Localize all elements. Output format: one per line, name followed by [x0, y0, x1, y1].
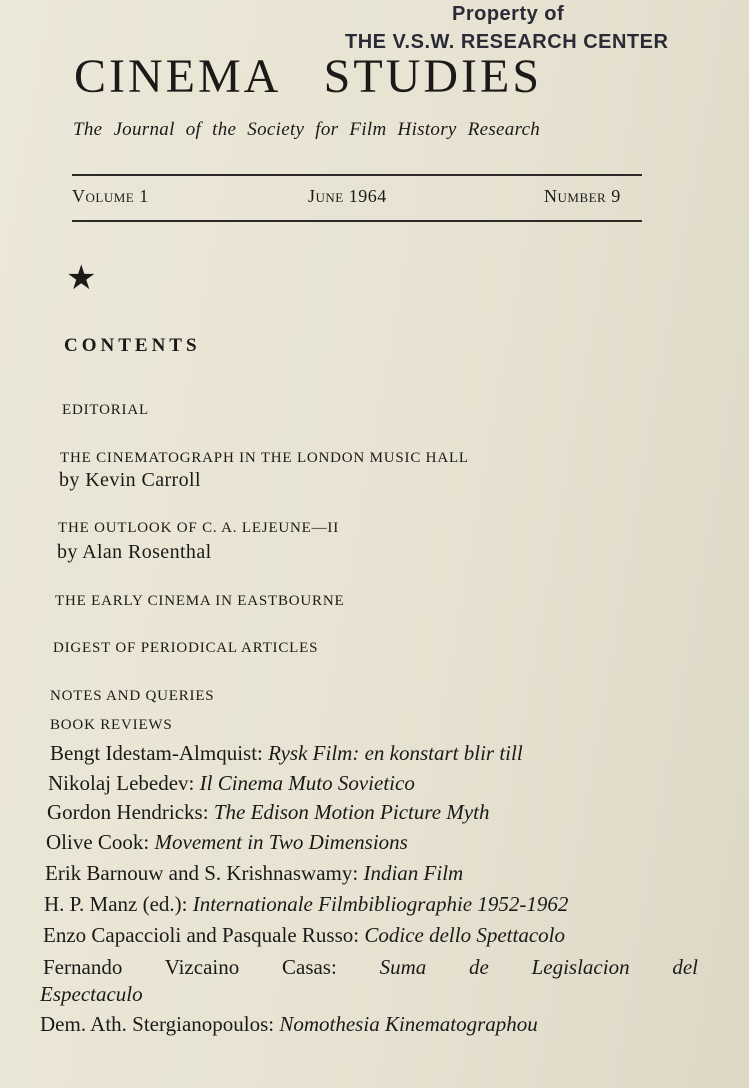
review-item [44, 892, 568, 917]
review-work: Movement in Two Dimensions [154, 830, 408, 854]
review-author: Gordon Hendricks: [47, 800, 214, 824]
review-work-continuation: Espectaculo [40, 982, 143, 1006]
contents-item-article2-byline: by Alan Rosenthal [57, 541, 212, 563]
issue-number: Number 9 [544, 186, 621, 206]
review-item [48, 771, 415, 796]
review-work: Il Cinema Muto Sovietico [199, 771, 415, 795]
review-item [43, 923, 565, 948]
bottom-divider [72, 220, 642, 222]
contents-item-article3-title: THE EARLY CINEMA IN EASTBOURNE [55, 593, 345, 609]
contents-item-article1-byline: by Kevin Carroll [59, 469, 201, 491]
review-work: The Edison Motion Picture Myth [213, 800, 490, 824]
ownership-stamp-line1: Property of [452, 3, 565, 25]
review-item [50, 741, 523, 766]
contents-item-article1-title: THE CINEMATOGRAPH IN THE LONDON MUSIC HALL [60, 450, 469, 466]
star-icon: ★ [66, 258, 97, 298]
issue-date: June 1964 [308, 186, 387, 206]
review-work: Indian Film [363, 861, 464, 885]
journal-subtitle: The Journal of the Society for Film History Research [73, 119, 541, 140]
review-item [46, 830, 408, 855]
review-item [45, 861, 463, 886]
review-item [47, 800, 490, 825]
review-work: Rysk Film: en konstart blir till [268, 741, 523, 765]
review-author: H. P. Manz (ed.): [44, 892, 193, 916]
review-author: Enzo Capaccioli and Pasquale Russo: [43, 923, 365, 947]
review-item [40, 1012, 538, 1037]
review-author: Erik Barnouw and S. Krishnaswamy: [45, 861, 364, 885]
contents-item-book-reviews: BOOK REVIEWS [50, 717, 173, 733]
review-work: Codice dello Spettacolo [364, 923, 565, 947]
review-author: Bengt Idestam-Almquist: [50, 741, 269, 765]
ownership-stamp-line2: THE V.S.W. RESEARCH CENTER [345, 31, 669, 53]
review-work: Suma de Legislacion del [379, 955, 698, 979]
contents-item-digest: DIGEST OF PERIODICAL ARTICLES [53, 640, 319, 656]
journal-title: CINEMA STUDIES [74, 50, 543, 103]
contents-item-article2-title: THE OUTLOOK OF C. A. LEJEUNE—II [58, 520, 340, 536]
contents-item-notes: NOTES AND QUERIES [50, 688, 215, 704]
contents-heading: CONTENTS [64, 335, 201, 356]
review-work: Internationale Filmbibliographie 1952-1962 [192, 892, 569, 916]
review-author: Olive Cook: [46, 830, 155, 854]
contents-item-editorial: EDITORIAL [62, 402, 149, 418]
review-item-justified [43, 955, 698, 980]
review-work: Nomothesia Kinematographou [279, 1012, 538, 1036]
volume-label: Volume 1 [72, 186, 149, 206]
review-author: Fernando Vizcaino Casas: [43, 955, 380, 979]
top-divider [72, 174, 642, 176]
review-author: Dem. Ath. Stergianopoulos: [40, 1012, 280, 1036]
review-author: Nikolaj Lebedev: [48, 771, 200, 795]
